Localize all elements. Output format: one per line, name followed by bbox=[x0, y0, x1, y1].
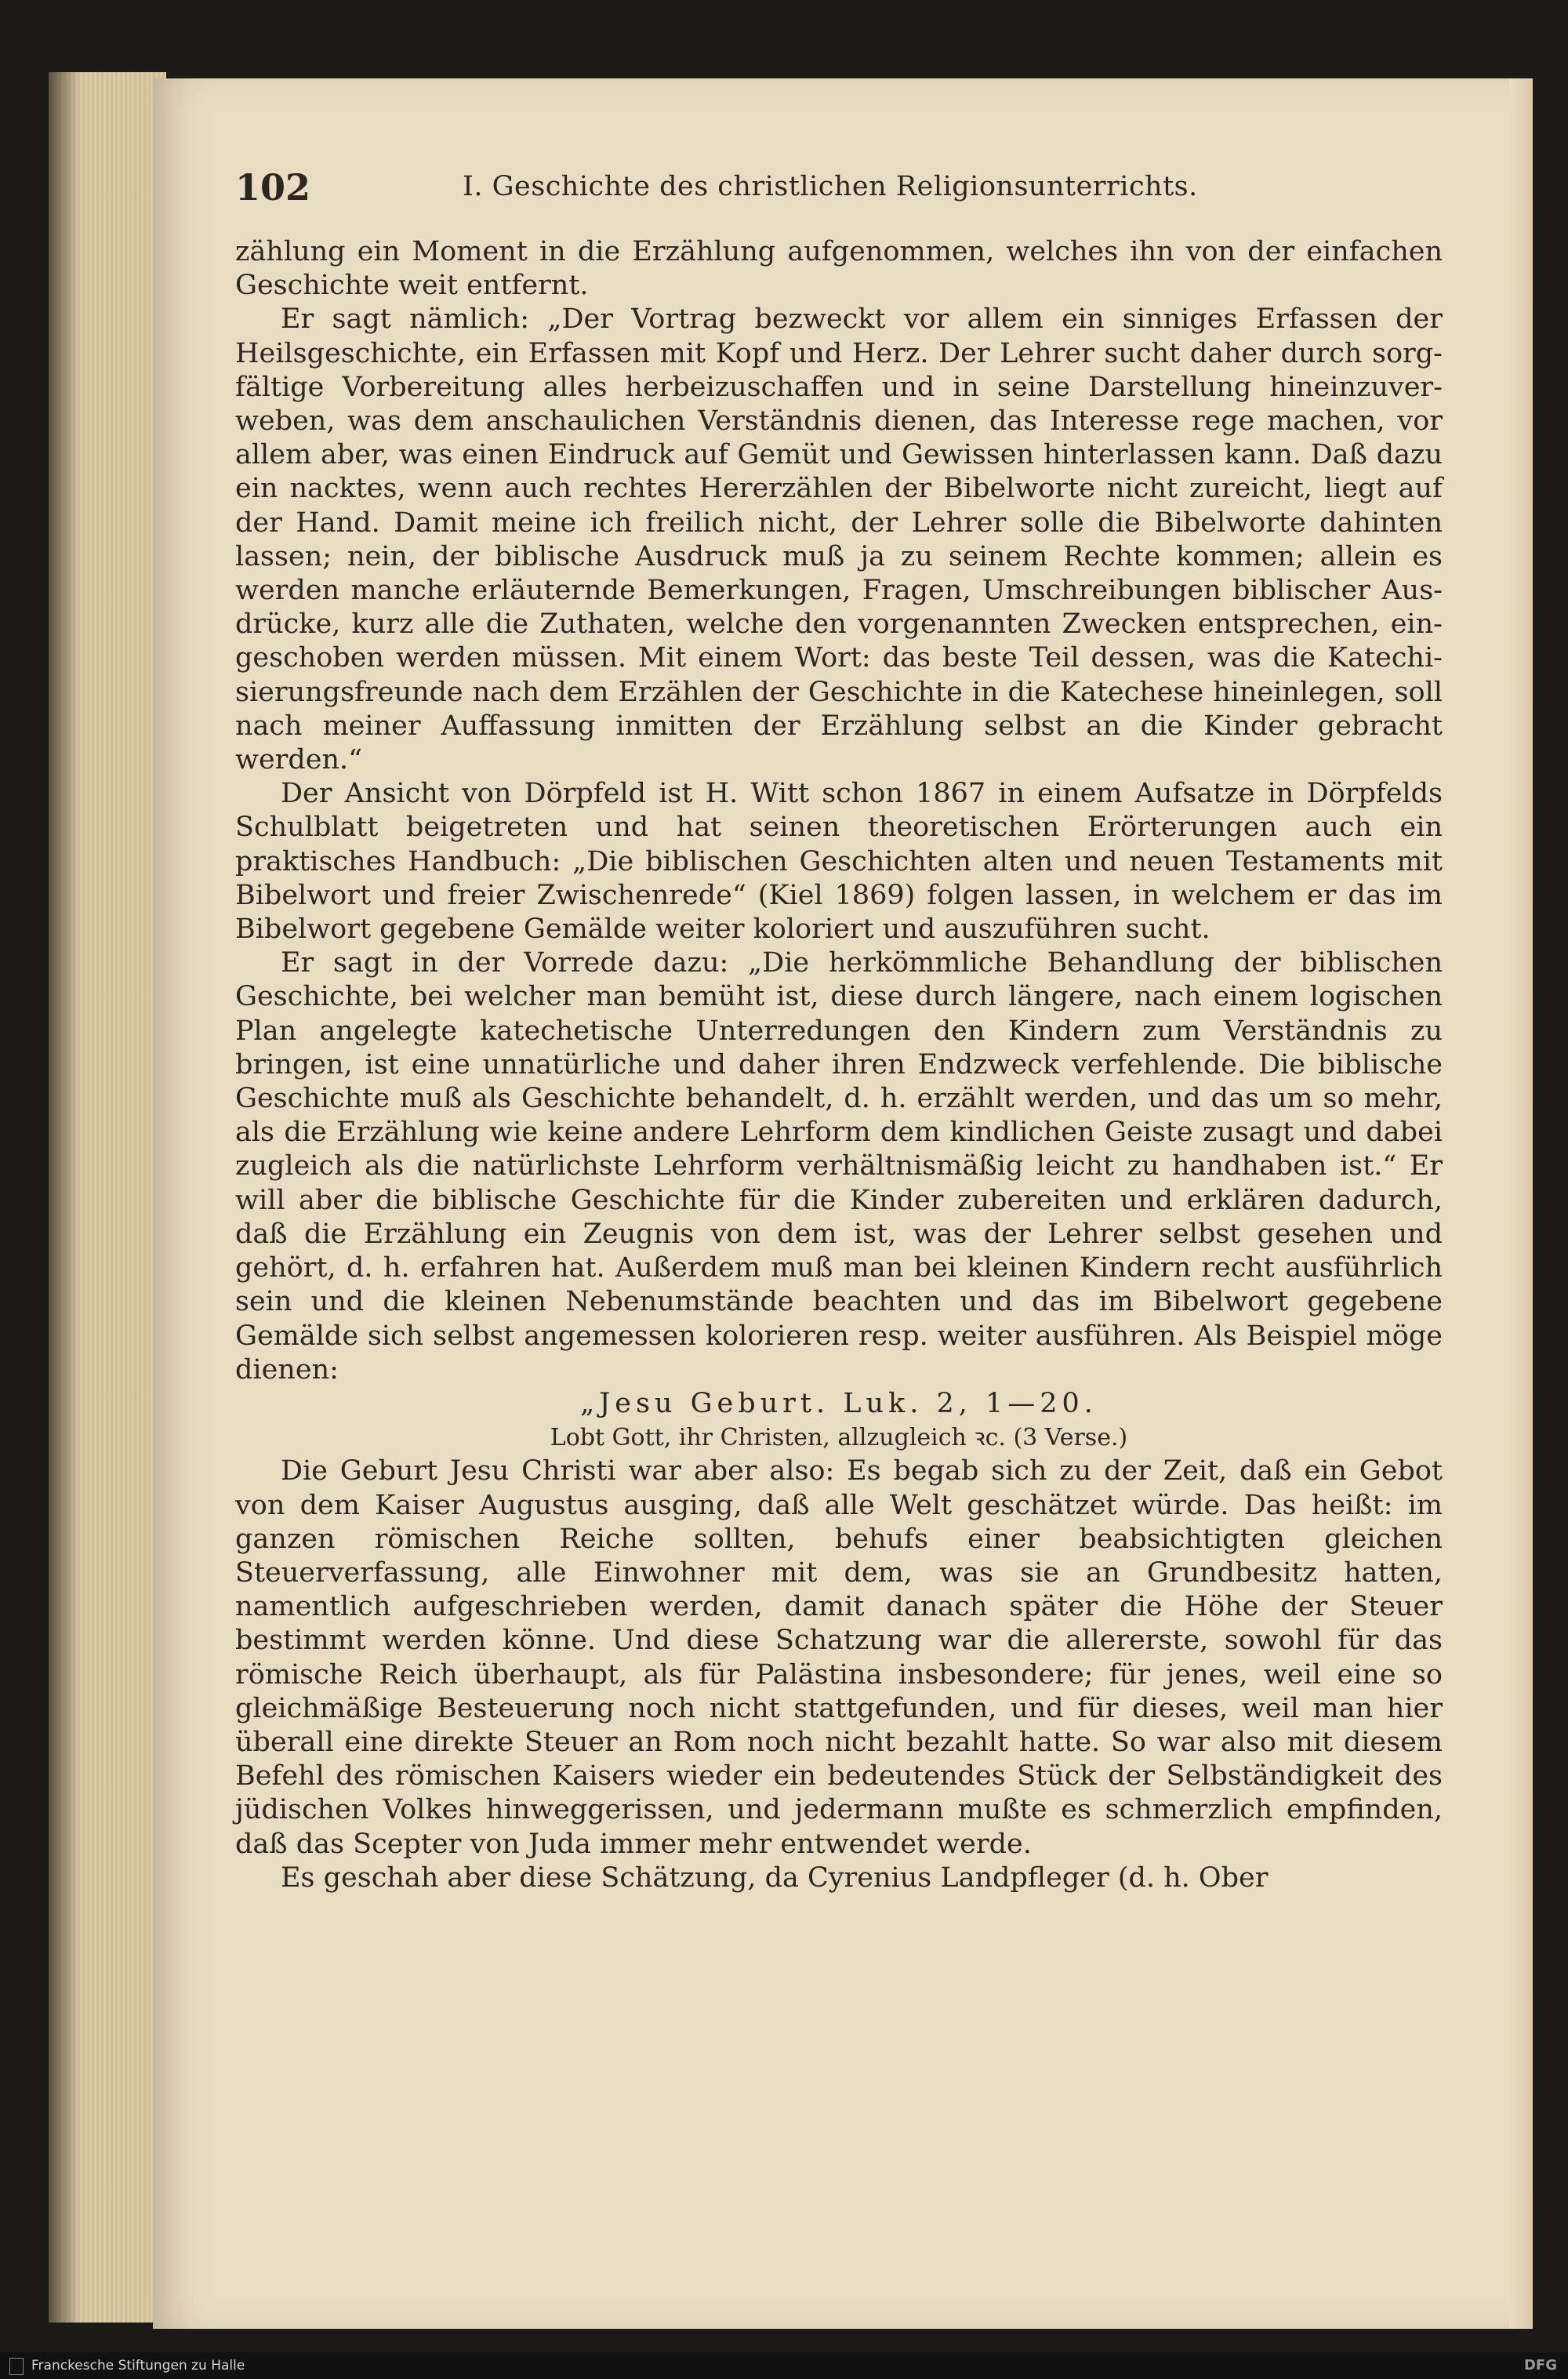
institution-logo-icon bbox=[9, 2358, 24, 2375]
spine-shadow bbox=[49, 72, 80, 2323]
page-number: 102 bbox=[235, 166, 311, 209]
paragraph: Es geschah aber diese Schätzung, da Cyrenius Landpfleger (d. h. Ober bbox=[281, 1861, 1269, 1894]
text-body bbox=[235, 235, 1443, 1895]
running-head: I. Geschichte des christlichen Religionsunterrichts. bbox=[463, 171, 1198, 202]
example-title: „Jesu Geburt. Luk. 2, 1—20. bbox=[580, 1387, 1098, 1419]
viewer-footer bbox=[0, 2352, 1568, 2379]
paragraph: Er sagt nämlich: „Der Vortrag bezweckt vor allem ein sinniges Erfassen der Heilsgeschichte, ein Erfassen mit Kopf und Herz. Der Lehrer sucht daher durch sorgfältige Vorbereitung alles herbeizuschaffen und in seine Darstellung hineinzuverweben, was dem anschaulichen Verständnis dienen, das Interesse rege machen, vor allem aber, was einen Eindruck auf Gemüt und Gewissen hinterlassen kann. Daß dazu ein nacktes, wenn auch rechtes Hererzählen der Bibelworte nicht zureicht, liegt auf der Hand. Damit meine ich freilich nicht, der Lehrer solle die Bibelworte dahinten lassen; nein, der biblische Ausdruck muß ja zu seinem Rechte kommen; allein es werden manche erläuternde Bemerkungen, Fragen, Umschreibungen biblischer Ausdrücke, kurz alle die Zuthaten, welche den vorgenannten Zwecken entsprechen, eingeschoben werden müssen. Mit einem Wort: das beste Teil dessen, was die Katechisierungsfreunde nach dem Erzählen der Geschichte in die Katechese hineinlegen, soll nach meiner Auffassung inmitten der Erzählung selbst an die Kinder gebracht werden.“ bbox=[235, 303, 1443, 776]
page-header bbox=[235, 166, 1450, 221]
hymn-line: Lobt Gott, ihr Christen, allzugleich ꝛc. (3 Verse.) bbox=[550, 1424, 1128, 1452]
paragraph: zählung ein Moment in die Erzählung aufgenommen, welches ihn von der einfachen Geschichte weit entfernt. bbox=[235, 236, 1443, 302]
page-right-edge bbox=[1509, 78, 1533, 2329]
institution-name: Franckesche Stiftungen zu Halle bbox=[31, 2358, 245, 2374]
paragraph: Die Geburt Jesu Christi war aber also: Es begab sich zu der Zeit, daß ein Gebot von dem Kaiser Augustus ausging, daß alle Welt geschätzet würde. Das heißt: im ganzen römischen Reiche sollten, behufs einer beabsichtigten gleichen Steuerverfassung, alle Einwohner mit dem, was sie an Grundbesitz hatten, namentlich aufgeschrieben werden, damit danach später die Höhe der Steuer bestimmt werden könne. Und diese Schatzung war die allererste, sowohl für das römische Reich überhaupt, als für Palästina insbesondere; für jenes, weil eine so gleichmäßige Besteuerung noch nicht stattgefunden, und für dieses, weil man hier überall eine direkte Steuer an Rom noch nicht bezahlt hatte. So war also mit diesem Befehl des römischen Kaisers wieder ein bedeutendes Stück der Selbständigkeit des jüdischen Volkes hinweggerissen, und jedermann mußte es schmerzlich empfinden, daß das Scepter von Juda immer mehr entwendet werde. bbox=[235, 1455, 1443, 1860]
paragraph: Er sagt in der Vorrede dazu: „Die herkömmliche Behandlung der biblischen Geschichte, bei welcher man bemüht ist, diese durch längere, nach einem logischen Plan angelegte katechetische Unterredungen den Kindern zum Verständnis zu bringen, ist eine unnatürliche und daher ihren Endzweck verfehlende. Die biblische Geschichte muß als Geschichte behandelt, d. h. erzählt werden, und das um so mehr, als die Erzählung wie keine andere Lehrform dem kindlichen Geiste zusagt und dabei zugleich als die natürlichste Lehrform verhältnismäßig leicht zu handhaben ist.“ Er will aber die biblische Geschichte für die Kinder zubereiten und erklären dadurch, daß die Erzählung ein Zeugnis von dem ist, was der Lehrer selbst gesehen und gehört, d. h. erfahren hat. Außerdem muß man bei kleinen Kindern recht ausführlich sein und die kleinen Nebenumstände beachten und das im Bibelwort gegebene Gemälde sich selbst angemessen kolorieren resp. weiter ausführen. Als Beispiel möge dienen: bbox=[235, 947, 1443, 1386]
dfg-logo: DFG bbox=[1523, 2357, 1557, 2374]
paragraph: Der Ansicht von Dörpfeld ist H. Witt schon 1867 in einem Aufsatze in Dörpfelds Schulblatt beigetreten und hat seinen theoretischen Erörterungen auch ein praktisches Handbuch: „Die biblischen Geschichten alten und neuen Testaments mit Bibelwort und freier Zwischenrede“ (Kiel 1869) folgen lassen, in welchem er das im Bibelwort gegebene Gemälde weiter koloriert und auszuführen sucht. bbox=[235, 778, 1443, 946]
